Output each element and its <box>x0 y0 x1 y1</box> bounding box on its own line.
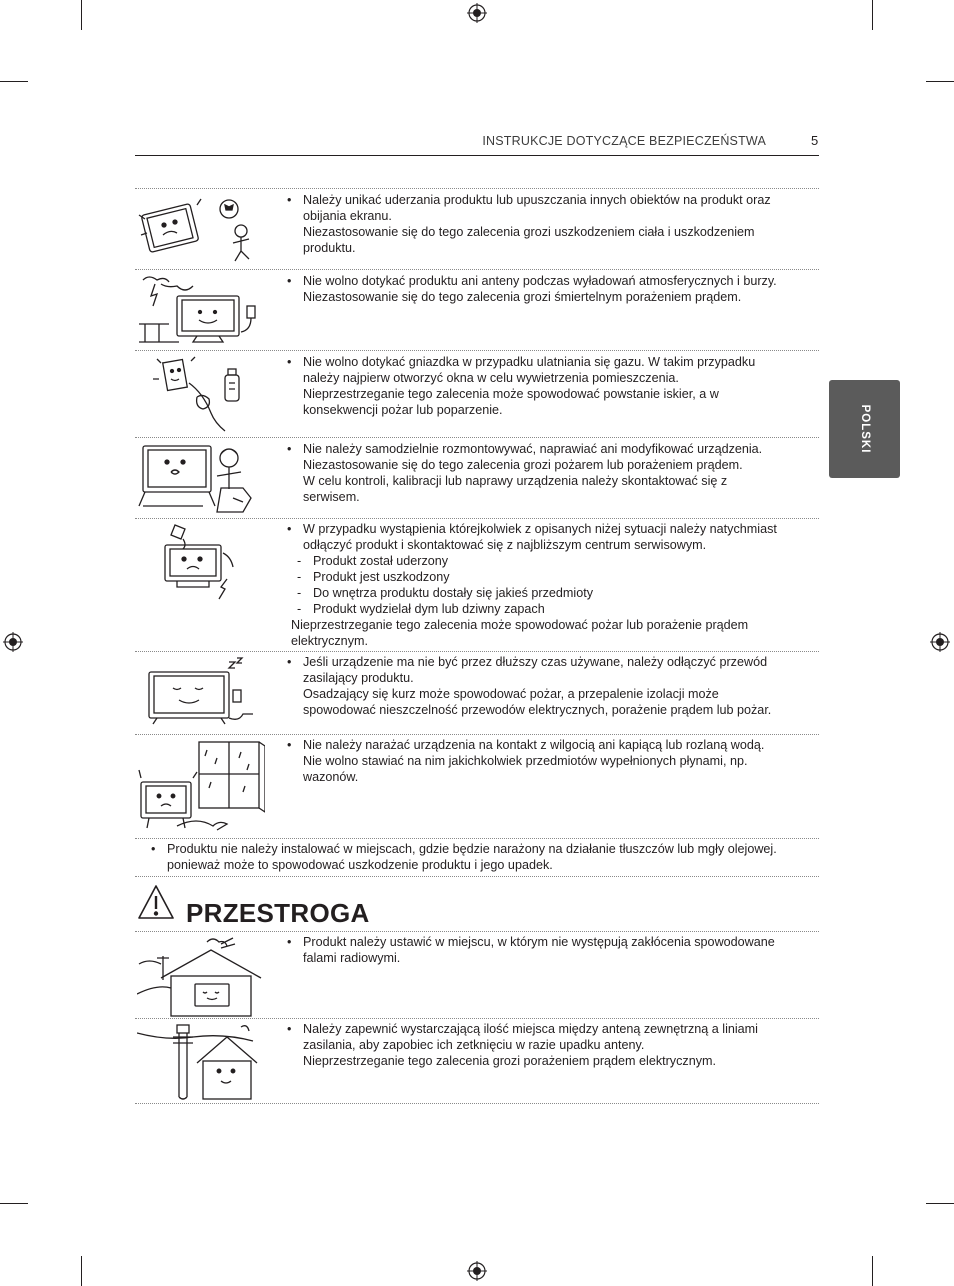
crop-mark <box>872 0 873 30</box>
text-line: serwisem. <box>303 490 360 504</box>
warning-triangle-icon <box>137 884 175 920</box>
text-line: odłączyć produkt i skontaktować się z najbliższym centrum serwisowym. <box>303 538 707 552</box>
text-line: Niezastosowanie się do tego zalecenia grozi uszkodzeniem ciała i uszkodzeniem <box>303 225 755 239</box>
language-tab-label: POLSKI <box>858 404 871 454</box>
text-line: Niezastosowanie się do tego zalecenia grozi pożarem lub porażeniem prądem. <box>303 458 743 472</box>
caution-title: PRZESTROGA <box>186 898 370 928</box>
crop-mark <box>926 81 954 82</box>
caution-row <box>135 932 819 1018</box>
safety-row <box>135 189 819 269</box>
gas-leak-socket-illustration <box>137 353 265 433</box>
text-line: konsekwencji pożar lub poparzenie. <box>303 403 503 417</box>
language-tab <box>829 380 900 478</box>
text-line: elektrycznym. <box>291 634 368 648</box>
text-line: Nie należy samodzielnie rozmontowywać, naprawiać ani modyfikować urządzenia. <box>303 442 763 456</box>
oil-note <box>135 840 819 876</box>
registration-mark-icon <box>930 632 950 652</box>
row-divider <box>135 838 819 839</box>
crop-mark <box>81 0 82 30</box>
bullet-marker: • <box>287 655 292 669</box>
row-divider <box>135 876 819 877</box>
safety-text <box>287 441 807 505</box>
running-header: INSTRUKCJE DOTYCZĄCE BEZPIECZEŃSTWA <box>482 134 766 148</box>
caution-row <box>135 1019 819 1103</box>
text-line: Produkt należy ustawić w miejscu, w którym nie występują zakłócenia spowodowane <box>303 935 775 949</box>
safety-text <box>287 354 807 418</box>
text-line: zasilający produktu. <box>303 671 414 685</box>
text-line: W przypadku wystąpienia którejkolwiek z opisanych niżej sytuacji należy natychmiast <box>303 522 777 536</box>
text-line: ponieważ może to spowodować uszkodzenie produktu i jego upadek. <box>167 858 553 872</box>
bullet-marker: • <box>287 935 292 949</box>
crop-mark <box>872 1256 873 1286</box>
text-line: Produktu nie należy instalować w miejscach, gdzie będzie narażony na działanie tłuszczów lub mgły olejowej. <box>167 842 777 856</box>
text-line: Nieprzestrzeganie tego zalecenia może spowodować powstanie iskier, a w <box>303 387 719 401</box>
text-line: wazonów. <box>303 770 359 784</box>
damaged-tv-illustration <box>137 523 265 603</box>
safety-row <box>135 735 819 838</box>
lightning-storm-tv-illustration <box>137 274 265 346</box>
text-line: W celu kontroli, kalibracji lub naprawy urządzenia należy skontaktować się z <box>303 474 728 488</box>
registration-mark-icon <box>467 1261 487 1281</box>
text-line: zasilania, aby zapobiec ich zetknięciu w razie upadku anteny. <box>303 1038 645 1052</box>
bullet-marker: • <box>287 522 292 536</box>
crop-mark <box>81 1256 82 1286</box>
text-line: falami radiowymi. <box>303 951 401 965</box>
crop-mark <box>926 1203 954 1204</box>
dash-marker: - <box>297 602 302 616</box>
text-line: Niezastosowanie się do tego zalecenia grozi śmiertelnym porażeniem prądem. <box>303 290 742 304</box>
safety-text <box>151 841 819 873</box>
rain-window-tv-illustration <box>137 738 265 834</box>
sublist-item: Produkt został uderzony <box>313 554 449 568</box>
row-divider <box>135 1103 819 1104</box>
sublist-item: Produkt wydzielał dym lub dziwny zapach <box>313 602 545 616</box>
sublist-item: Produkt jest uszkodzony <box>313 570 450 584</box>
text-line: spowodować nieszczelność przewodów elektrycznych, porażenie prądem lub pożar. <box>303 703 772 717</box>
safety-row <box>135 351 819 437</box>
safety-row <box>135 519 819 651</box>
text-line: Należy unikać uderzania produktu lub upuszczania innych obiektów na produkt oraz <box>303 193 771 207</box>
house-antenna-tv-illustration <box>137 934 265 1018</box>
crop-mark <box>0 81 28 82</box>
text-line: Nieprzestrzeganie tego zalecenia może spowodować pożar lub porażenie prądem <box>291 618 749 632</box>
bullet-marker: • <box>287 442 292 456</box>
text-line: Nie należy narażać urządzenia na kontakt z wilgocią ani kapiącą lub rozlaną wodą. <box>303 738 765 752</box>
registration-mark-icon <box>3 632 23 652</box>
text-line: należy najpierw otworzyć okna w celu wywietrzenia pomieszczenia. <box>303 371 679 385</box>
bullet-marker: • <box>151 842 156 856</box>
text-line: Nie wolno stawiać na nim jakichkolwiek przedmiotów wypełnionych płynami, np. <box>303 754 748 768</box>
tv-hit-by-ball-illustration <box>137 195 265 265</box>
header-rule <box>135 155 819 156</box>
safety-text <box>287 273 807 305</box>
text-line: Nieprzestrzeganie tego zalecenia grozi porażeniem prądem elektrycznym. <box>303 1054 716 1068</box>
repair-technician-illustration <box>137 440 265 516</box>
text-line: obijania ekranu. <box>303 209 392 223</box>
bullet-marker: • <box>287 355 292 369</box>
bullet-marker: • <box>287 193 292 207</box>
text-line: Osadzający się kurz może spowodować pożar, a przepalenie izolacji może <box>303 687 719 701</box>
safety-row <box>135 270 819 350</box>
text-line: Nie wolno dotykać gniazdka w przypadku ulatniania się gazu. W takim przypadku <box>303 355 756 369</box>
bullet-marker: • <box>287 274 292 288</box>
sleeping-tv-unplugged-illustration <box>137 656 265 728</box>
bullet-marker: • <box>287 738 292 752</box>
page-number: 5 <box>811 133 819 148</box>
safety-row <box>135 438 819 518</box>
safety-text <box>287 521 807 649</box>
dash-marker: - <box>297 570 302 584</box>
safety-text <box>287 934 807 966</box>
crop-mark <box>0 1203 28 1204</box>
safety-text <box>287 737 807 785</box>
safety-text <box>287 1021 807 1069</box>
text-line: produktu. <box>303 241 356 255</box>
dash-marker: - <box>297 586 302 600</box>
safety-text <box>287 192 807 256</box>
text-line: Jeśli urządzenie ma nie być przez dłuższy czas używane, należy odłączyć przewód <box>303 655 768 669</box>
bullet-marker: • <box>287 1022 292 1036</box>
sublist-item: Do wnętrza produktu dostały się jakieś przedmioty <box>313 586 593 600</box>
text-line: Nie wolno dotykać produktu ani anteny podczas wyładowań atmosferycznych i burzy. <box>303 274 777 288</box>
safety-row <box>135 652 819 734</box>
text-line: Należy zapewnić wystarczającą ilość miejsca między anteną zewnętrzną a liniami <box>303 1022 758 1036</box>
antenna-power-line-house-illustration <box>137 1021 265 1101</box>
registration-mark-icon <box>467 3 487 23</box>
dash-marker: - <box>297 554 302 568</box>
safety-text <box>287 654 807 718</box>
